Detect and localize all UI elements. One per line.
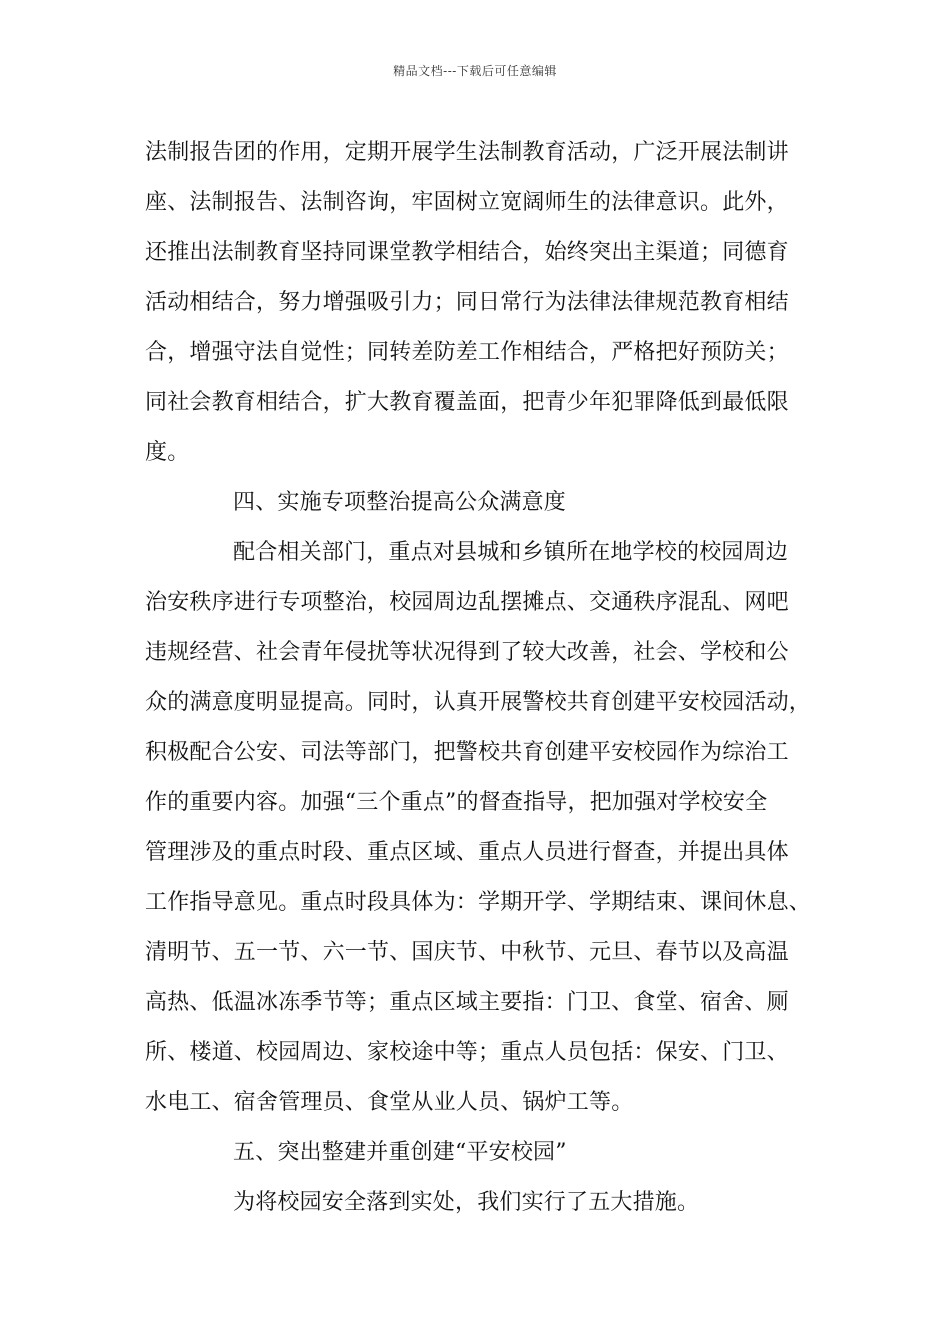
text-line: 管理涉及的重点时段、重点区域、重点人员进行督查，并提出具体 [145,840,789,865]
text-line: 众的满意度明显提高。同时，认真开展警校共育创建平安校园活动， [145,690,812,715]
text-line: 度。 [145,440,190,465]
page-header: 精品文档---下载后可任意编辑 [393,64,557,78]
text-line: 违规经营、社会青年侵扰等状况得到了较大改善，社会、学校和公 [145,640,789,665]
text-line: 为将校园安全落到实处，我们实行了五大措施。 [233,1190,700,1215]
text-line: 作的重要内容。加强“三个重点”的督查指导，把加强对学校安全 [145,790,768,815]
section-heading-4: 四、实施专项整治提高公众满意度 [233,490,567,515]
text-line: 配合相关部门，重点对县城和乡镇所在地学校的校园周边 [233,540,789,565]
text-line: 活动相结合，努力增强吸引力；同日常行为法律法律规范教育相结 [145,290,789,315]
text-line: 工作指导意见。重点时段具体为：学期开学、学期结束、课间休息、 [145,890,812,915]
text-line: 还推出法制教育坚持同课堂教学相结合，始终突出主渠道；同德育 [145,240,789,265]
text-line: 合，增强守法自觉性；同转差防差工作相结合，严格把好预防关； [145,340,789,365]
text-line: 高热、低温冰冻季节等；重点区域主要指：门卫、食堂、宿舍、厕 [145,990,789,1015]
text-line: 同社会教育相结合，扩大教育覆盖面，把青少年犯罪降低到最低限 [145,390,789,415]
text-line: 治安秩序进行专项整治，校园周边乱摆摊点、交通秩序混乱、网吧 [145,590,789,615]
text-line: 积极配合公安、司法等部门，把警校共育创建平安校园作为综治工 [145,740,789,765]
text-line: 清明节、五一节、六一节、国庆节、中秋节、元旦、春节以及高温 [145,940,789,965]
text-line: 法制报告团的作用，定期开展学生法制教育活动，广泛开展法制讲 [145,140,789,165]
document-body [145,128,825,1228]
text-line: 所、楼道、校园周边、家校途中等；重点人员包括：保安、门卫、 [145,1040,789,1065]
text-line: 座、法制报告、法制咨询，牢固树立宽阔师生的法律意识。此外， [145,190,789,215]
text-line: 水电工、宿舍管理员、食堂从业人员、锅炉工等。 [145,1090,634,1115]
section-heading-5: 五、突出整建并重创建“平安校园” [233,1140,567,1165]
